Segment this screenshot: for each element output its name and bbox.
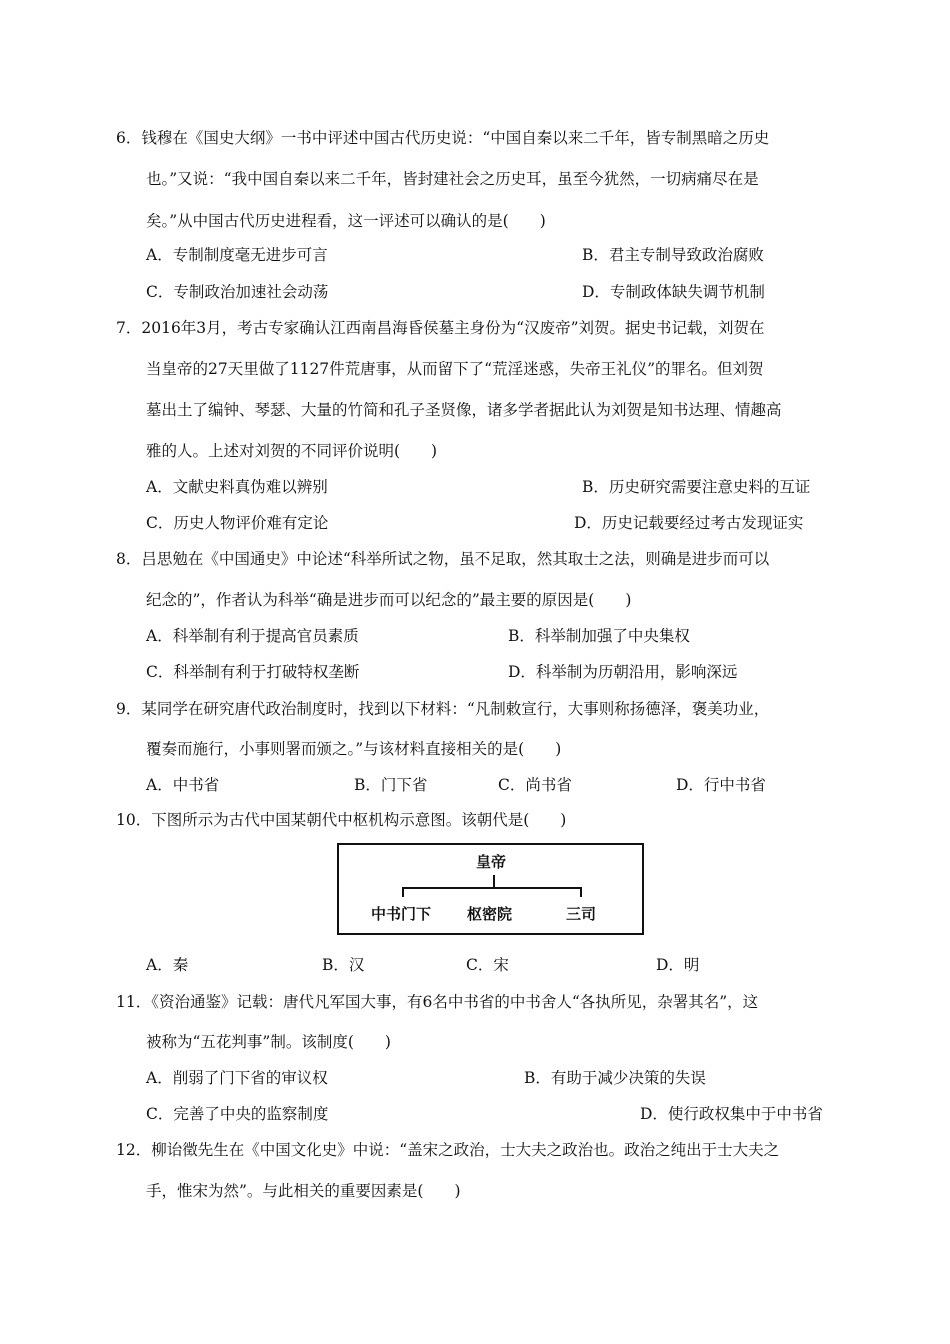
q7-option-b: B．历史研究需要注意史料的互证 — [582, 478, 811, 496]
q10-line-1: 10．下图所示为古代中国某朝代中枢机构示意图。该朝代是( ) — [116, 811, 567, 829]
diagram-shumiyuan: 枢密院 — [467, 905, 513, 923]
q11-option-a: A．削弱了门下省的审议权 — [146, 1069, 328, 1087]
q9-option-b: B．门下省 — [354, 776, 428, 794]
q10-option-d: D．明 — [656, 956, 700, 974]
q6-option-a: A．专制制度毫无进步可言 — [146, 246, 328, 264]
q9-option-c: C．尚书省 — [498, 776, 572, 794]
diagram-connector-left — [402, 887, 404, 897]
q11-line-1: 11．《资治通鉴》记载：唐代凡军国大事，有6名中书省的中书舍人“各执所见，杂署其名”，这 — [116, 993, 759, 1011]
q10-option-a: A．秦 — [146, 956, 189, 974]
q9-option-d: D．行中书省 — [676, 776, 766, 794]
q11-option-c: C．完善了中央的监察制度 — [146, 1105, 329, 1123]
central-organs-diagram — [337, 843, 644, 935]
q9-line-1: 9．某同学在研究唐代政治制度时，找到以下材料：“凡制敕宣行，大事则称扬德泽，褒美功业， — [116, 700, 770, 718]
q6-option-d: D．专制政体缺失调节机制 — [582, 283, 765, 301]
diagram-emperor: 皇帝 — [476, 853, 507, 871]
q7-line-4: 雅的人。上述对刘贺的不同评价说明( ) — [146, 442, 438, 460]
q12-line-2: 手，惟宋为然”。与此相关的重要因素是( ) — [146, 1182, 461, 1200]
q10-option-c: C．宋 — [466, 956, 509, 974]
diagram-zhongshu-menxia: 中书门下 — [371, 905, 432, 923]
q7-line-3: 墓出土了编钟、琴瑟、大量的竹简和孔子圣贤像，诸多学者据此认为刘贺是知书达理、情趣高 — [146, 401, 782, 419]
q8-option-d: D．科举制为历朝沿用，影响深远 — [508, 663, 738, 681]
q8-option-c: C．科举制有利于打破特权垄断 — [146, 663, 360, 681]
q6-line-1: 6．钱穆在《国史大纲》一书中评述中国古代历史说：“中国自秦以来二千年，皆专制黑暗之历史 — [116, 129, 770, 147]
q9-line-2: 覆奏而施行，小事则署而颁之。”与该材料直接相关的是( ) — [146, 740, 562, 758]
q10-option-b: B．汉 — [322, 956, 365, 974]
q7-option-c: C．历史人物评价难有定论 — [146, 514, 329, 532]
q7-option-a: A．文献史料真伪难以辨别 — [146, 478, 328, 496]
q11-option-d: D．使行政权集中于中书省 — [640, 1105, 823, 1123]
diagram-connector-horizontal — [402, 887, 582, 889]
q7-line-1: 7．2016年3月，考古专家确认江西南昌海昏侯墓主身份为“汉废帝”刘贺。据史书记载，刘贺在 — [116, 319, 765, 337]
q7-option-d: D．历史记载要经过考古发现证实 — [574, 514, 804, 532]
q8-option-a: A．科举制有利于提高官员素质 — [146, 627, 359, 645]
q8-line-2: 纪念的”，作者认为科举“确是进步而可以纪念的”最主要的原因是( ) — [146, 591, 632, 609]
q6-option-b: B．君主专制导致政治腐败 — [582, 246, 764, 264]
q6-line-2: 也。”又说：“我中国自秦以来二千年，皆封建社会之历史耳，虽至今犹然，一切病痛尽在是 — [146, 170, 759, 188]
q6-line-3: 矣。”从中国古代历史进程看，这一评述可以确认的是( ) — [146, 212, 546, 230]
q8-option-b: B．科举制加强了中央集权 — [508, 627, 690, 645]
q9-option-a: A．中书省 — [146, 776, 220, 794]
q7-line-2: 当皇帝的27天里做了1127件荒唐事，从而留下了“荒淫迷惑，失帝王礼仪”的罪名。但刘贺 — [146, 360, 764, 378]
q6-option-c: C．专制政治加速社会动荡 — [146, 283, 329, 301]
q8-line-1: 8．吕思勉在《中国通史》中论述“科举所试之物，虽不足取，然其取士之法，则确是进步而可以 — [116, 550, 770, 568]
diagram-connector-right — [580, 887, 582, 897]
q12-line-1: 12．柳诒徵先生在《中国文化史》中说：“盖宋之政治，士大夫之政治也。政治之纯出于士大夫之 — [116, 1141, 780, 1159]
diagram-sansi: 三司 — [566, 905, 597, 923]
q11-option-b: B．有助于减少决策的失误 — [524, 1069, 706, 1087]
q11-line-2: 被称为“五花判事”制。该制度( ) — [146, 1033, 391, 1051]
